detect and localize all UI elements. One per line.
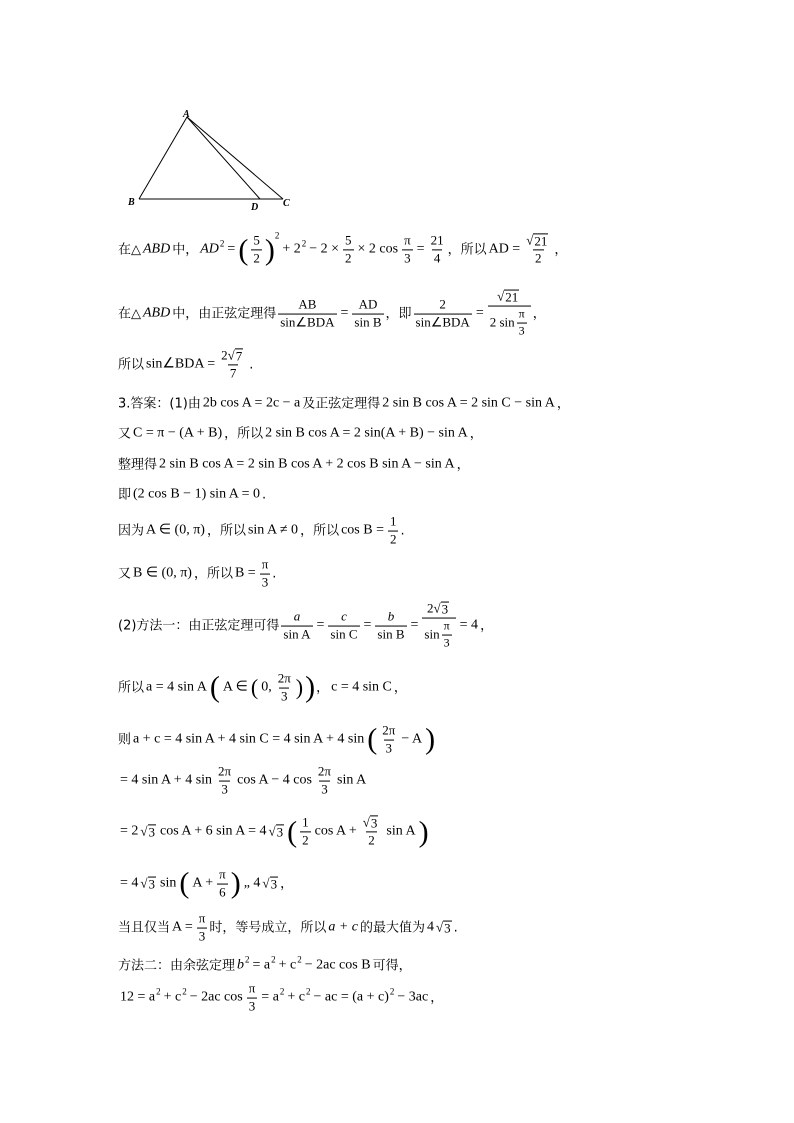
text-run: ，所以: [206, 523, 246, 539]
fraction-numerator: 1: [389, 513, 397, 529]
solution-line: [118, 515, 405, 548]
radical: [436, 920, 452, 935]
solution-line: [118, 912, 458, 945]
radicand: 3: [370, 815, 378, 831]
math-run: =: [227, 241, 236, 257]
fraction: [278, 298, 336, 331]
fraction: [361, 815, 383, 848]
math-run: 2: [221, 347, 228, 363]
math-run: 2: [426, 600, 434, 616]
fraction: [343, 234, 354, 267]
fraction-denominator: sin B: [377, 626, 405, 642]
radicand: 3: [148, 824, 156, 840]
fraction: [217, 868, 228, 901]
math-run: cos A − 4 cos: [237, 772, 312, 788]
fraction: [197, 912, 208, 945]
fraction: [247, 982, 258, 1015]
text-run: .: [249, 357, 254, 373]
fraction: [442, 620, 452, 651]
fraction-denominator: 2: [368, 832, 375, 848]
math-run: ABD: [143, 305, 171, 321]
vertex-label-b: B: [128, 197, 135, 208]
text-run: 在△: [118, 306, 141, 322]
fraction-denominator: [422, 618, 455, 651]
paren: ): [230, 867, 241, 900]
text-run: 因为: [118, 523, 145, 539]
text-run: 整理得: [118, 457, 158, 473]
fraction-numerator: [524, 233, 552, 249]
radicand: 3: [276, 824, 284, 840]
solution-line: [118, 457, 470, 474]
math-run: − ac = (a + c): [313, 989, 389, 1005]
math-run: A +: [192, 875, 214, 891]
math-run: 2b cos A = 2c − a: [202, 395, 301, 411]
math-run: − A: [401, 731, 423, 747]
math-run: sin A ≠ 0: [247, 522, 299, 538]
text-run: 方法二：由余弦定理: [118, 958, 236, 974]
radicand: 21: [534, 233, 548, 249]
paren: (: [238, 232, 249, 266]
fraction-numerator: [361, 815, 383, 831]
solution-line: [118, 954, 412, 975]
math-run: × 2 cos: [357, 241, 399, 257]
triangle-figure: [0, 0, 794, 230]
text-run: .: [272, 566, 277, 582]
radical: [363, 815, 379, 830]
fraction: [422, 602, 455, 651]
text-run: ，: [280, 876, 294, 892]
math-run: sin A: [337, 772, 367, 788]
solution-line: [118, 487, 266, 504]
side-ab: [139, 117, 187, 199]
paren: (: [179, 867, 190, 900]
superscript: 2: [182, 986, 187, 997]
text-run: 在△: [118, 242, 141, 258]
superscript: 2: [301, 238, 307, 249]
math-run: cos B =: [341, 522, 384, 538]
math-run: C = π − (A + B): [133, 425, 223, 441]
radicand: 3: [444, 920, 451, 936]
fraction-denominator: sin∠BDA: [415, 314, 470, 330]
fraction: [380, 724, 397, 757]
math-run: + c: [287, 989, 306, 1005]
radical: [268, 824, 284, 839]
text-run: (2)方法一：由正弦定理可得: [118, 618, 280, 634]
math-run: = 2: [120, 823, 139, 839]
superscript: 2: [306, 986, 311, 997]
math-run: + c: [278, 957, 297, 973]
fraction-denominator: 3: [280, 688, 288, 704]
superscript: 2: [297, 954, 302, 965]
math-run: A ∈: [222, 679, 248, 695]
math-run: 4: [427, 919, 435, 935]
fraction: [281, 610, 312, 643]
fraction: [251, 234, 262, 267]
math-run: =: [316, 617, 325, 633]
math-run: 2 sin: [489, 314, 515, 330]
math-run: =: [475, 305, 484, 321]
radical-sign: √: [436, 919, 444, 935]
math-run: a + c: [328, 919, 359, 935]
fraction: [402, 234, 413, 267]
fraction-numerator: 21: [430, 232, 444, 248]
fraction-denominator: 2: [302, 832, 309, 848]
math-run: sin A: [386, 823, 416, 839]
radical-sign: √: [140, 823, 148, 839]
text-run: 3.答案：(1)由: [118, 396, 201, 412]
paren: ): [264, 232, 275, 266]
fraction-denominator: 3: [198, 928, 206, 944]
text-run: ，: [556, 396, 570, 412]
paren: (: [367, 723, 378, 756]
math-run: = 4 sin A + 4 sin: [120, 772, 213, 788]
fraction-numerator: 5: [253, 232, 260, 248]
fraction-denominator: sin∠BDA: [280, 314, 335, 330]
paren: (: [287, 814, 298, 848]
text-run: 可得，: [372, 958, 412, 974]
text-run: ，: [469, 426, 483, 442]
math-run: − 2ac cos: [189, 989, 243, 1005]
math-run: sin: [160, 875, 177, 891]
math-run: 2 sin B cos A = 2 sin B cos A + 2 cos B sin A − sin A: [159, 456, 455, 472]
fraction-denominator: 3: [443, 635, 450, 650]
text-run: 中，由正弦定理得: [172, 306, 277, 322]
text-run: 及正弦定理得: [302, 396, 381, 412]
solution-line: [118, 230, 568, 266]
text-run: ，所以: [193, 566, 233, 582]
math-run: AD: [200, 241, 219, 257]
math-run: =: [416, 241, 425, 257]
math-run: a + c = 4 sin A + 4 sin C = 4 sin A + 4 sin: [133, 731, 365, 747]
fraction-denominator: 3: [248, 998, 256, 1014]
fraction-numerator: b: [387, 608, 395, 624]
fraction: [488, 290, 531, 339]
fraction-numerator: [425, 602, 453, 618]
fraction-numerator: π: [443, 618, 450, 633]
radicand: 3: [148, 876, 156, 892]
radicand: 3: [270, 876, 278, 892]
fraction-numerator: 2: [439, 296, 446, 312]
fraction-numerator: AB: [298, 296, 317, 312]
vertex-label-d: D: [251, 202, 259, 213]
text-run: .: [262, 487, 267, 503]
solution-line: [118, 868, 293, 901]
fraction-numerator: AD: [358, 296, 378, 312]
radical: [140, 876, 156, 891]
fraction: [328, 610, 359, 643]
fraction-denominator: 3: [261, 574, 269, 590]
math-run: B =: [234, 565, 256, 581]
vertex-label-a: A: [183, 109, 190, 120]
side-ac: [187, 117, 283, 199]
superscript: 2: [245, 954, 250, 965]
fraction-denominator: sin B: [354, 314, 382, 330]
solution-line: [118, 602, 493, 651]
solution-line: [118, 982, 443, 1015]
superscript: 2: [274, 230, 280, 241]
fraction-numerator: π: [404, 232, 411, 248]
math-run: = 4: [459, 617, 479, 633]
text-run: ，: [532, 306, 546, 322]
math-run: = a: [261, 989, 279, 1005]
fraction: [216, 765, 233, 798]
text-run: ，所以: [224, 426, 264, 442]
fraction-denominator: 4: [433, 250, 441, 266]
fraction-numerator: π: [518, 306, 525, 321]
math-run: „ 4: [243, 875, 261, 891]
fraction-numerator: π: [219, 866, 226, 882]
text-run: ，: [456, 457, 470, 473]
math-run: =: [340, 305, 349, 321]
solution-line: [118, 815, 430, 848]
solution-line: [118, 765, 368, 798]
paren: (: [250, 675, 259, 700]
fraction: [388, 515, 399, 548]
fraction: [414, 298, 472, 331]
fraction-denominator: sin A: [283, 626, 311, 642]
fraction: [219, 348, 247, 381]
text-run: 所以: [118, 680, 145, 696]
fraction-numerator: a: [293, 608, 301, 624]
fraction-denominator: 7: [229, 365, 237, 381]
fraction-numerator: π: [198, 910, 206, 926]
fraction-numerator: 1: [302, 814, 309, 830]
fraction-denominator: 2: [345, 250, 352, 266]
text-run: ，: [430, 990, 444, 1006]
radical-sign: √: [262, 875, 270, 891]
text-run: 所以: [118, 357, 145, 373]
text-run: 中，: [172, 242, 199, 258]
superscript: 2: [271, 954, 276, 965]
fraction-denominator: 6: [219, 884, 226, 900]
text-run: 又: [118, 566, 132, 582]
text-run: 又: [118, 426, 132, 442]
fraction-numerator: 2π: [382, 722, 396, 738]
fraction: [276, 672, 293, 705]
math-run: c = 4 sin C: [331, 679, 392, 695]
radical-sign: √: [526, 232, 534, 248]
radical: [526, 233, 548, 248]
text-run: ，所以: [300, 523, 340, 539]
radical: [433, 602, 449, 617]
fraction: [429, 234, 446, 267]
paren: ): [295, 675, 304, 700]
math-run: 0,: [261, 679, 272, 695]
radicand: 3: [441, 601, 449, 617]
math-run: a = 4 sin A: [146, 679, 207, 695]
fraction-numerator: 5: [345, 232, 352, 248]
math-run: (2 cos B − 1) sin A = 0: [133, 486, 261, 502]
radicand: 21: [505, 289, 519, 305]
text-run: 时，等号成立，所以: [209, 920, 327, 936]
math-run: ABD: [143, 241, 171, 257]
segment-ad: [187, 117, 260, 199]
fraction: [375, 610, 406, 643]
fraction: [260, 558, 271, 591]
solution-line: [118, 396, 570, 413]
solution-line: [118, 426, 483, 443]
fraction-denominator: 2: [389, 531, 397, 547]
fraction-numerator: [495, 290, 523, 306]
fraction-denominator: sin C: [330, 626, 358, 642]
text-run: ，: [480, 618, 494, 634]
fraction-numerator: 2π: [317, 763, 331, 779]
math-run: AD =: [488, 241, 521, 257]
math-run: =: [363, 617, 372, 633]
text-run: ，: [316, 680, 330, 696]
fraction: [352, 298, 383, 331]
radical: [228, 348, 244, 363]
text-run: 的最大值为: [360, 920, 426, 936]
text-run: 当且仅当: [118, 920, 171, 936]
fraction-denominator: 3: [221, 781, 228, 797]
math-run: + 2: [282, 241, 301, 257]
math-run: = a: [252, 957, 271, 973]
fraction-numerator: π: [261, 556, 269, 572]
math-run: = 4: [120, 875, 139, 891]
math-run: A =: [172, 919, 193, 935]
radical: [497, 290, 519, 305]
radical-sign: √: [497, 288, 505, 304]
math-run: sin∠BDA =: [146, 356, 216, 372]
math-run: + c: [163, 989, 182, 1005]
paren: ): [305, 671, 316, 704]
fraction-denominator: 3: [385, 740, 393, 756]
solution-line: [118, 724, 436, 757]
math-run: =: [410, 617, 419, 633]
radical-sign: √: [268, 823, 276, 839]
radical-sign: √: [227, 347, 235, 363]
fraction-denominator: [488, 306, 531, 339]
fraction-numerator: 2π: [218, 763, 232, 779]
math-run: 2 sin B cos A = 2 sin(A + B) − sin A: [265, 425, 468, 441]
fraction-numerator: 2π: [277, 670, 291, 686]
solution-line: [118, 348, 253, 381]
fraction-denominator: 3: [518, 323, 525, 338]
text-run: ，: [393, 680, 407, 696]
math-run: cos A +: [314, 823, 357, 839]
fraction: [517, 308, 527, 339]
fraction-numerator: π: [248, 980, 256, 996]
math-run: − 2ac cos B: [304, 957, 371, 973]
radical-sign: √: [362, 814, 370, 830]
text-run: 则: [118, 732, 132, 748]
math-run: sin: [424, 626, 440, 642]
math-run: 12 = a: [120, 989, 156, 1005]
math-run: 2 sin B cos A = 2 sin C − sin A: [382, 395, 555, 411]
radicand: 7: [235, 348, 243, 364]
fraction-denominator: 3: [321, 781, 328, 797]
math-run: B ∈ (0, π): [133, 565, 192, 581]
superscript: 2: [389, 986, 395, 997]
math-run: − 3ac: [397, 989, 429, 1005]
solution-line: [118, 558, 276, 591]
solution-line: [118, 290, 546, 339]
solution-line: [118, 672, 407, 705]
fraction-numerator: c: [341, 608, 347, 624]
fraction-numerator: [219, 348, 247, 364]
superscript: 2: [156, 986, 161, 997]
text-run: .: [400, 523, 405, 539]
math-run: cos A + 6 sin A = 4: [160, 823, 267, 839]
fraction: [316, 765, 333, 798]
math-run: b: [237, 957, 245, 973]
text-run: 即: [118, 487, 132, 503]
paren: (: [209, 671, 220, 704]
vertex-label-c: C: [283, 198, 290, 209]
text-run: ，即: [385, 306, 412, 322]
fraction-denominator: 2: [253, 250, 260, 266]
paren: ): [418, 814, 429, 848]
math-run: − 2 ×: [309, 241, 340, 257]
radical-sign: √: [433, 600, 441, 616]
radical: [140, 824, 156, 839]
text-run: ，所以: [447, 242, 487, 258]
math-run: A ∈ (0, π): [146, 522, 205, 538]
fraction: [524, 233, 552, 266]
radical-sign: √: [140, 875, 148, 891]
fraction-denominator: 3: [404, 250, 411, 266]
text-run: ，: [554, 242, 568, 258]
superscript: 2: [279, 986, 285, 997]
paren: ): [425, 723, 436, 756]
text-run: .: [453, 920, 458, 936]
fraction: [300, 816, 311, 849]
radical: [262, 876, 278, 891]
superscript: 2: [219, 238, 225, 249]
fraction-denominator: 2: [535, 250, 542, 266]
